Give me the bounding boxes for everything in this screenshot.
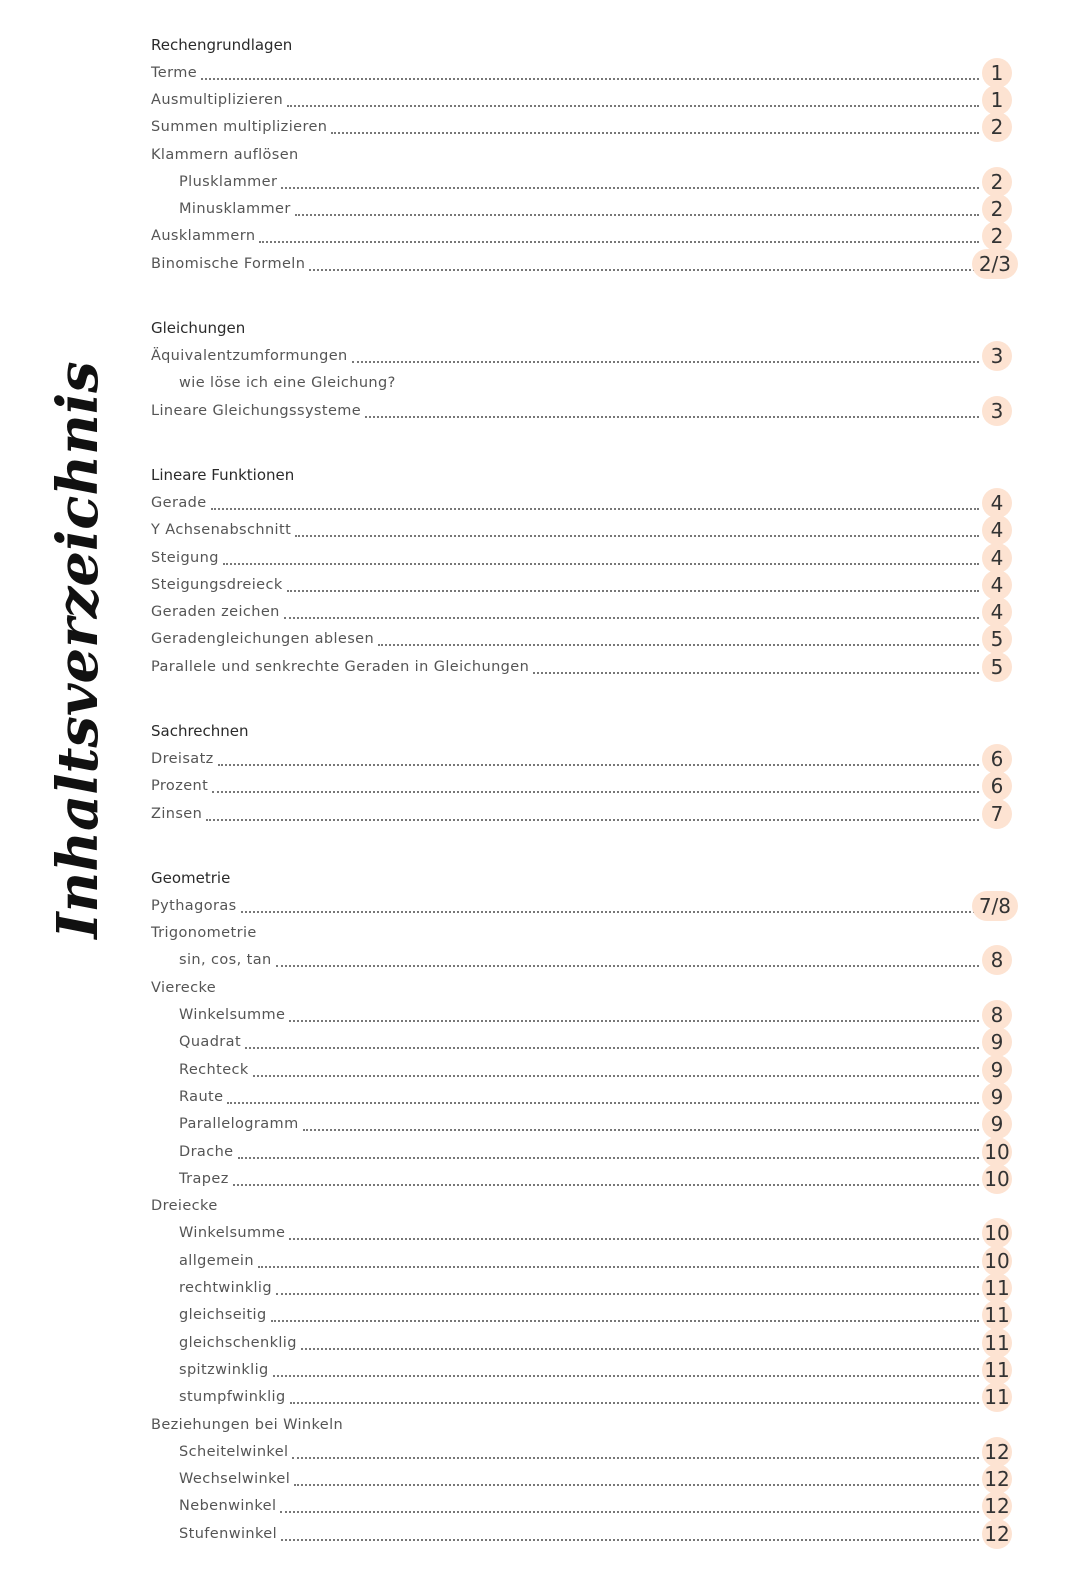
toc-entry	[151, 342, 1011, 369]
dot-leader	[292, 1457, 979, 1459]
toc-entry	[151, 745, 1011, 772]
dot-leader	[276, 1293, 979, 1295]
side-title-container	[18, 361, 138, 939]
table-of-contents	[151, 32, 1011, 1585]
entry-label: Wechselwinkel	[179, 1471, 291, 1488]
dot-leader	[289, 1020, 979, 1022]
entry-label: Raute	[179, 1088, 224, 1105]
entry-label: Dreisatz	[151, 750, 214, 767]
entry-label: Minusklammer	[179, 201, 291, 218]
entry-label: allgemein	[179, 1252, 254, 1269]
toc-entry	[151, 892, 1011, 919]
page-number: 8	[983, 1003, 1011, 1027]
dot-leader	[227, 1102, 979, 1104]
page-number: 1	[983, 88, 1011, 112]
page-number: 11	[984, 1330, 1010, 1355]
entry-label: Scheitelwinkel	[179, 1443, 289, 1460]
page-number: 10	[984, 1166, 1010, 1191]
page-number: 2	[983, 197, 1011, 221]
page-number: 9	[983, 1085, 1011, 1109]
page-number: 4	[983, 518, 1011, 542]
entry-label: rechtwinklig	[179, 1280, 272, 1297]
entry-label: Dreiecke	[151, 1198, 218, 1215]
entry-label: wie löse ich eine Gleichung?	[179, 375, 396, 392]
section-heading: Sachrechnen	[151, 722, 249, 741]
dot-leader	[211, 508, 979, 510]
page-number: 10	[984, 1248, 1010, 1273]
toc-entry	[151, 1274, 1011, 1301]
toc-entry	[151, 1465, 1011, 1492]
toc-section	[151, 315, 1011, 424]
entry-label: Binomische Formeln	[151, 255, 306, 272]
toc-entry	[151, 598, 1011, 625]
page-number: 12	[984, 1439, 1010, 1464]
dot-leader	[223, 563, 979, 565]
page-number: 3	[983, 344, 1011, 368]
section-heading: Gleichungen	[151, 319, 246, 338]
toc-entry	[151, 86, 1011, 113]
entry-label: stumpfwinklig	[179, 1389, 286, 1406]
page-number: 10	[984, 1139, 1010, 1164]
page-number: 6	[983, 747, 1011, 771]
toc-entry	[151, 1329, 1011, 1356]
toc-entry	[151, 223, 1011, 250]
toc-entry	[151, 947, 1011, 974]
page-number: 12	[984, 1467, 1010, 1492]
page-number: 11	[984, 1357, 1010, 1382]
toc-entry	[151, 1247, 1011, 1274]
toc-entry	[151, 1384, 1011, 1411]
entry-label: Nebenwinkel	[179, 1498, 277, 1515]
dot-leader	[253, 1075, 979, 1077]
toc-entry	[151, 370, 1011, 397]
page-number: 3	[983, 399, 1011, 423]
toc-entry	[151, 250, 1011, 277]
entry-label: spitzwinklig	[179, 1361, 269, 1378]
toc-entry	[151, 1411, 1011, 1438]
dot-leader	[287, 105, 979, 107]
dot-leader	[273, 1375, 979, 1377]
dot-leader	[295, 535, 979, 537]
page-number: 4	[983, 546, 1011, 570]
toc-entry	[151, 59, 1011, 86]
toc-entry	[151, 1029, 1011, 1056]
toc-entry	[151, 1138, 1011, 1165]
toc-entry	[151, 1001, 1011, 1028]
toc-entry	[151, 397, 1011, 424]
entry-label: Trapez	[179, 1170, 229, 1187]
dot-leader	[287, 590, 979, 592]
dot-leader	[289, 1238, 979, 1240]
page-number: 5	[983, 627, 1011, 651]
page-number: 9	[983, 1030, 1011, 1054]
dot-leader	[309, 269, 975, 271]
toc-entry	[151, 1083, 1011, 1110]
entry-label: Summen multiplizieren	[151, 119, 328, 136]
page-number: 4	[983, 573, 1011, 597]
page-number: 12	[984, 1521, 1010, 1546]
dot-leader	[365, 416, 979, 418]
dot-leader	[331, 132, 979, 134]
entry-label: Ausklammern	[151, 228, 256, 245]
section-heading: Geometrie	[151, 869, 231, 888]
toc-entry	[151, 1111, 1011, 1138]
dot-leader	[295, 214, 979, 216]
toc-entry	[151, 571, 1011, 598]
entry-label: Winkelsumme	[179, 1225, 286, 1242]
dot-leader	[378, 644, 979, 646]
toc-entry	[151, 1193, 1011, 1220]
dot-leader	[533, 672, 979, 674]
toc-entry	[151, 1520, 1011, 1547]
toc-entry	[151, 1302, 1011, 1329]
dot-leader	[238, 1157, 980, 1159]
entry-label: Äquivalentzumformungen	[151, 348, 348, 365]
document-title: Inhaltsverzeichnis	[45, 361, 111, 939]
dot-leader	[294, 1484, 979, 1486]
toc-entry	[151, 168, 1011, 195]
dot-leader	[281, 187, 979, 189]
entry-label: Winkelsumme	[179, 1007, 286, 1024]
toc-entry	[151, 1356, 1011, 1383]
dot-leader	[259, 241, 979, 243]
dot-leader	[258, 1266, 979, 1268]
entry-label: sin, cos, tan	[179, 952, 272, 969]
entry-label: Quadrat	[179, 1034, 242, 1051]
page-number: 9	[983, 1058, 1011, 1082]
dot-leader	[301, 1348, 979, 1350]
entry-label: Geraden zeichen	[151, 604, 280, 621]
toc-entry	[151, 1438, 1011, 1465]
toc-entry	[151, 1056, 1011, 1083]
toc-entry	[151, 517, 1011, 544]
toc-entry	[151, 195, 1011, 222]
entry-label: Lineare Gleichungssysteme	[151, 402, 362, 419]
dot-leader	[303, 1129, 979, 1131]
page-number: 11	[984, 1385, 1010, 1410]
entry-label: Y Achsenabschnitt	[151, 522, 292, 539]
page-number: 12	[984, 1494, 1010, 1519]
page-number: 11	[984, 1303, 1010, 1328]
dot-leader	[290, 1402, 979, 1404]
page-number: 7/8	[978, 893, 1011, 918]
page-number: 6	[983, 774, 1011, 798]
entry-label: Gerade	[151, 494, 207, 511]
section-heading: Lineare Funktionen	[151, 466, 295, 485]
entry-label: Stufenwinkel	[179, 1525, 278, 1542]
entry-label: Pythagoras	[151, 897, 237, 914]
dot-leader	[233, 1184, 979, 1186]
page-number: 1	[983, 61, 1011, 85]
dot-leader	[271, 1320, 979, 1322]
toc-entry	[151, 1220, 1011, 1247]
entry-label: Parallelogramm	[179, 1116, 299, 1133]
dot-leader	[276, 965, 979, 967]
dot-leader	[280, 1511, 979, 1513]
page-number: 2/3	[978, 251, 1011, 276]
toc-entry	[151, 141, 1011, 168]
dot-leader	[352, 361, 979, 363]
entry-label: Geradengleichungen ablesen	[151, 631, 375, 648]
entry-label: Trigonometrie	[151, 925, 257, 942]
page-number: 11	[984, 1276, 1010, 1301]
toc-entry	[151, 1165, 1011, 1192]
page-number: 4	[983, 491, 1011, 515]
page-number: 5	[983, 655, 1011, 679]
entry-label: gleichschenklig	[179, 1334, 297, 1351]
page-number: 2	[983, 170, 1011, 194]
entry-label: Steigung	[151, 549, 219, 566]
page-number: 2	[983, 224, 1011, 248]
toc-entry	[151, 773, 1011, 800]
section-heading: Rechengrundlagen	[151, 36, 293, 54]
page-number: 9	[983, 1112, 1011, 1136]
entry-label: Ausmultiplizieren	[151, 91, 284, 108]
page-number: 2	[983, 115, 1011, 139]
toc-section	[151, 865, 1011, 1547]
entry-label: Beziehungen bei Winkeln	[151, 1416, 344, 1433]
toc-entry	[151, 1493, 1011, 1520]
toc-entry	[151, 626, 1011, 653]
dot-leader	[206, 819, 979, 821]
dot-leader	[281, 1539, 979, 1541]
toc-entry	[151, 920, 1011, 947]
dot-leader	[284, 617, 979, 619]
entry-label: Plusklammer	[179, 173, 278, 190]
entry-label: Vierecke	[151, 979, 217, 996]
toc-entry	[151, 800, 1011, 827]
entry-label: Terme	[151, 64, 198, 81]
toc-section	[151, 32, 1011, 277]
entry-label: Klammern auflösen	[151, 146, 299, 163]
toc-entry	[151, 114, 1011, 141]
page-number: 10	[984, 1221, 1010, 1246]
toc-entry	[151, 544, 1011, 571]
toc-entry	[151, 653, 1011, 680]
toc-section	[151, 462, 1011, 680]
toc-entry	[151, 974, 1011, 1001]
entry-label: gleichseitig	[179, 1307, 267, 1324]
entry-label: Drache	[179, 1143, 234, 1160]
page-number: 7	[983, 802, 1011, 826]
dot-leader	[212, 791, 979, 793]
dot-leader	[241, 911, 975, 913]
dot-leader	[201, 78, 979, 80]
entry-label: Prozent	[151, 778, 209, 795]
toc-entry	[151, 489, 1011, 516]
dot-leader	[245, 1047, 979, 1049]
entry-label: Zinsen	[151, 805, 203, 822]
page-number: 8	[983, 948, 1011, 972]
entry-label: Parallele und senkrechte Geraden in Gleichungen	[151, 658, 530, 675]
entry-label: Rechteck	[179, 1061, 249, 1078]
toc-section	[151, 718, 1011, 827]
dot-leader	[218, 764, 979, 766]
page-number: 4	[983, 600, 1011, 624]
entry-label: Steigungsdreieck	[151, 576, 283, 593]
